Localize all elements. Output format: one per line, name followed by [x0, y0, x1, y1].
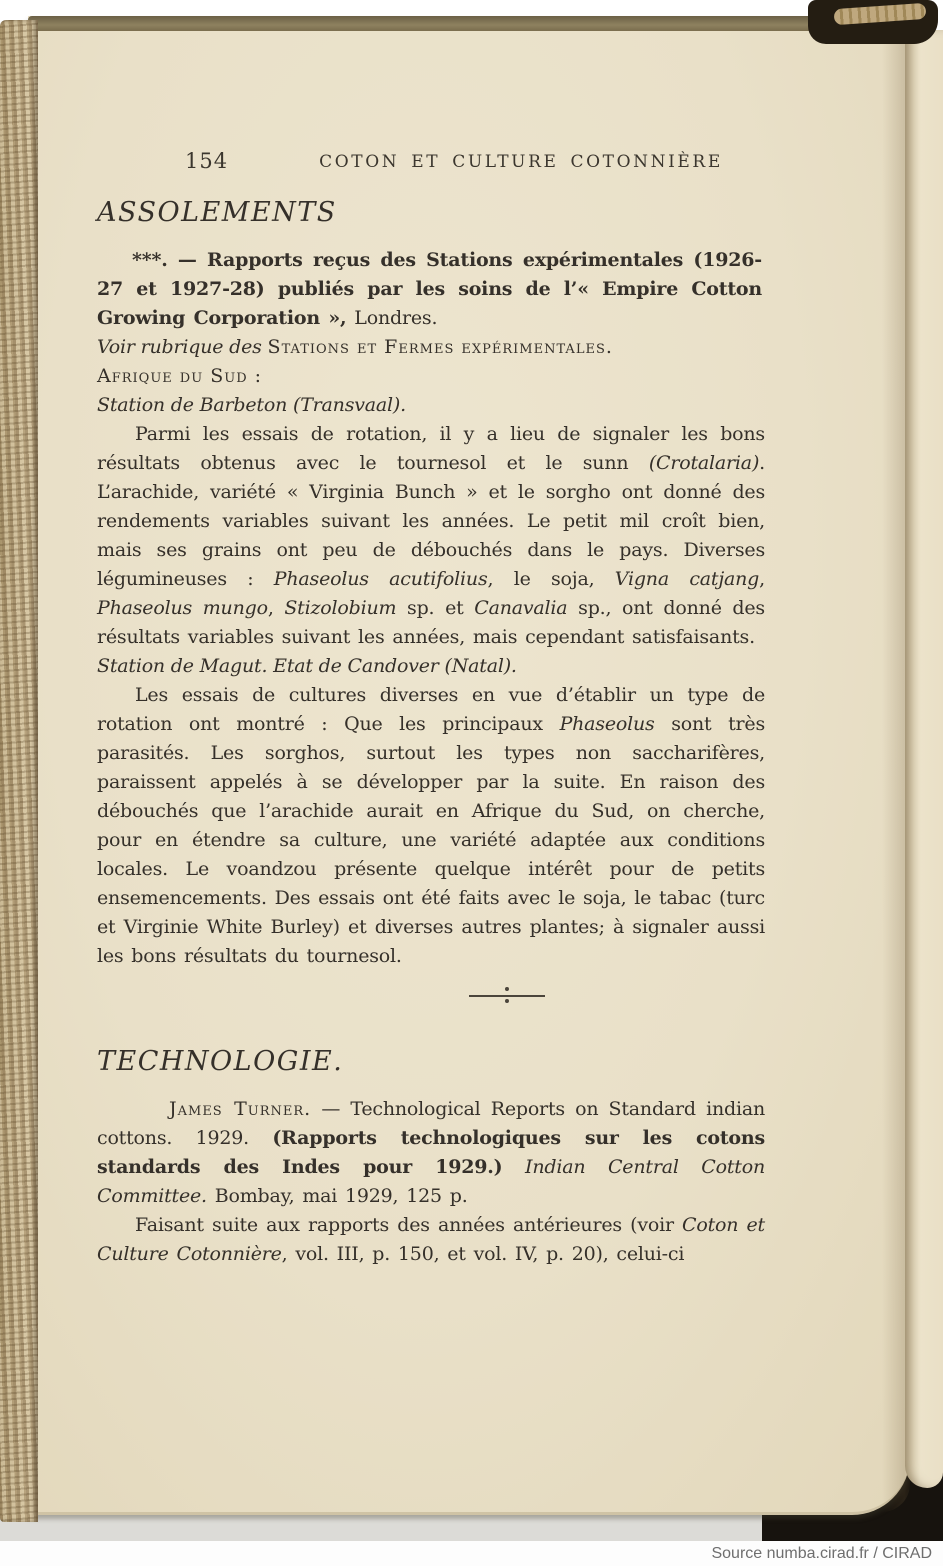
text-segment: (Crotalaria) [648, 452, 760, 474]
text-segment: Indian Central Cotton Committee. [97, 1156, 766, 1207]
text-segment: Phaseolus mungo [97, 597, 268, 619]
text-segment: sont très parasités. Les sorghos, surtout les types non saccharifères, paraissent appelés à se développer par la suite. En raison des débouchés que l’arachide aurait en Afrique du Sud, on cherche, pour en étendre sa culture, une variété adaptée aux conditions locales. Le voandzou présente quelque intérêt pour de petits ensemencements. Des essais ont été faits avec le soja, le tabac (turc et Virginie White Burley) et diverses autres plantes; à signaler aussi les bons résultats du tournesol. [97, 713, 766, 967]
scan-source-bar [0, 1541, 943, 1566]
text-segment: Les essais de cultures diverses en vue d’établir un type de rotation ont montré : Que les principaux [97, 684, 765, 735]
text-segment: Stizolobium [284, 597, 397, 619]
text-segment: , [267, 597, 285, 619]
text-segment: Phaseolus [559, 713, 655, 735]
scan-source-text: Source numba.cirad.fr / CIRAD [711, 1545, 932, 1562]
paragraph-magut [97, 681, 765, 971]
paragraph-faisant-suite [97, 1211, 765, 1269]
cross-reference [97, 333, 857, 362]
divider-line [469, 995, 545, 997]
binding-headband-icon [808, 0, 938, 44]
text-segment: Parmi les essais de rotation, il y a lieu de signaler les bons résultats obtenus avec le tournesol et le sunn [97, 423, 765, 474]
text-segment: Bombay, mai 1929, 125 p. [206, 1185, 468, 1207]
text-segment: ***. — Rapports reçus des Stations expérimentales (1926-27 et 1927-28) publiés par les soins de l’« Empire Cotton Growing Corporation », [97, 249, 762, 329]
page-top-edge [28, 16, 910, 31]
text-segment: Phaseolus acutifolius [273, 568, 488, 590]
technologie-heading: TECHNOLOGIE. [97, 1046, 344, 1077]
text-segment: Canavalia [474, 597, 568, 619]
text-segment: Stations et Fermes expérimentales. [267, 336, 613, 358]
entry-james-turner [97, 1095, 765, 1211]
section-divider [469, 987, 545, 1005]
text-segment: James Turner. [169, 1098, 312, 1120]
text-segment: Vigna catjang [614, 568, 760, 590]
page-text-flow [97, 196, 857, 1269]
text-segment: Coton et Culture Cotonnière [97, 1214, 765, 1265]
running-title: COTON ET CULTURE COTONNIÈRE [319, 152, 723, 172]
station-barbeton [97, 391, 857, 420]
text-segment: sp. et [396, 597, 475, 619]
station-magut [97, 652, 857, 681]
entry-rapports-stations [97, 246, 762, 333]
page-edge-stack-left [0, 20, 38, 1522]
headband-weave [834, 3, 927, 25]
text-segment: Station de Magut. Etat de Candover (Natal). [97, 655, 517, 677]
text-segment: Londres. [346, 307, 438, 329]
facing-page-edge [905, 30, 943, 1488]
paragraph-barbeton [97, 420, 765, 652]
text-segment: Faisant suite aux rapports des années antérieures (voir [135, 1214, 683, 1236]
text-segment: Voir rubrique des [97, 336, 268, 358]
assolements-heading: ASSOLEMENTS [97, 197, 337, 228]
text-segment: sp., ont donné des résultats variables suivant les années, mais cependant satisfaisants. [97, 597, 765, 648]
text-segment: . L’arachide, variété « Virginia Bunch » et le sorgho ont donné des rendements variables suivant les années. Le petit mil croît bien, mais ses grains ont peu de débouchés dans le pays. Diverses légumineuses : [97, 452, 765, 590]
page-number: 154 [185, 149, 229, 173]
text-segment: , [759, 568, 765, 590]
text-segment: , vol. III, p. 150, et vol. IV, p. 20), celui-ci [281, 1243, 685, 1265]
text-segment: Station de Barbeton (Transvaal). [97, 394, 406, 416]
text-segment: Afrique du Sud : [97, 365, 263, 387]
text-segment: — Technological Reports on Standard indian cottons. 1929. [97, 1098, 765, 1149]
region-subhead [97, 362, 857, 391]
text-segment: , le soja, [487, 568, 615, 590]
text-segment: (Rapports technologiques sur les cotons standards des Indes pour 1929.) [97, 1127, 765, 1178]
running-header [185, 148, 857, 176]
